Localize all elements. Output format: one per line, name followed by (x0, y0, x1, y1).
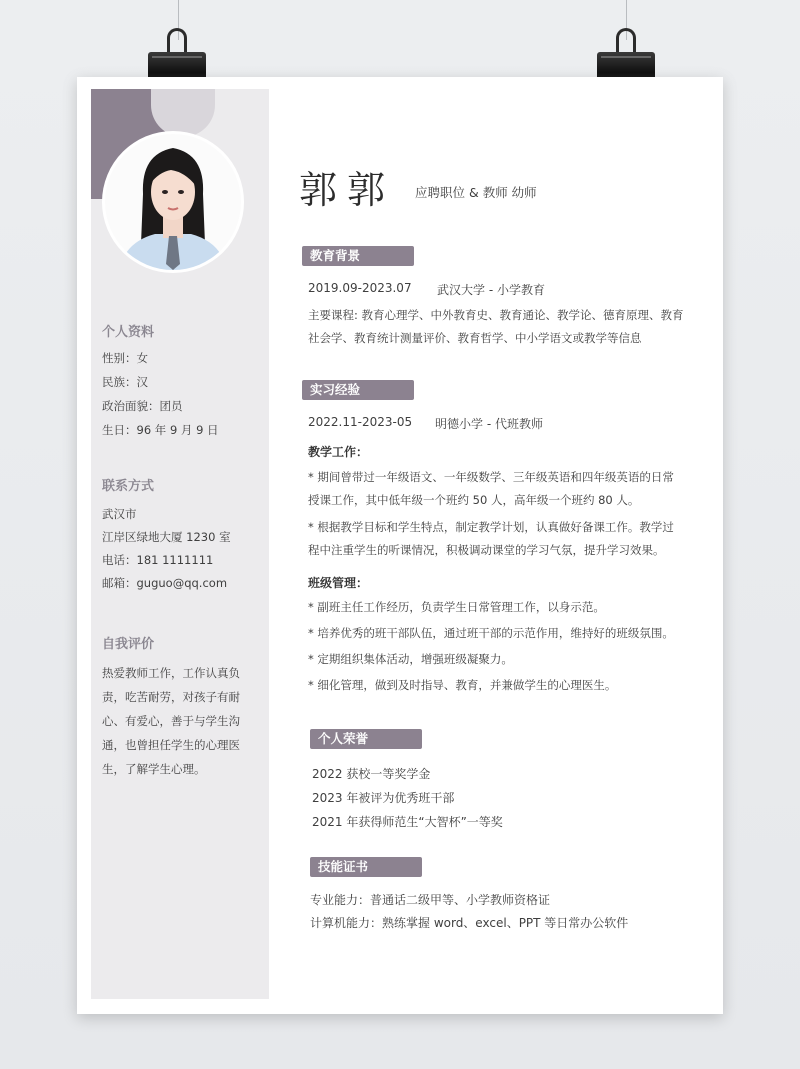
teaching-heading: 教学工作： (308, 445, 369, 459)
internship-period: 2022.11-2023-05 (308, 415, 413, 429)
education-title: 教育背景 (302, 246, 414, 266)
honors-title: 个人荣誉 (310, 729, 422, 749)
class-mgmt-heading: 班级管理： (308, 576, 369, 590)
honor-item: 2022 获校一等奖学金 (312, 767, 431, 781)
city-text: 武汉市 (102, 507, 137, 521)
phone-text: 电话：181 1111111 (102, 553, 214, 567)
skill-item: 专业能力：普通话二级甲等、小学教师资格证 (310, 893, 551, 907)
class-mgmt-item: * 副班主任工作经历，负责学生日常管理工作，以身示范。 (308, 600, 605, 614)
education-courses: 主要课程: 教育心理学、中外教育史、教育通论、教学论、德育原理、教育社会学、教育统计测量评价、教育哲学、中小学语文或教学等信息 (308, 308, 684, 345)
honor-item: 2023 年被评为优秀班干部 (312, 791, 455, 805)
avatar (105, 134, 241, 270)
resume-paper (77, 77, 723, 1014)
position-text: 应聘职位 & 教师 幼师 (415, 185, 537, 200)
sidebar (91, 89, 269, 999)
class-mgmt-item: * 定期组织集体活动，增强班级凝聚力。 (308, 652, 513, 666)
email-text: 邮箱：guguo@qq.com (102, 576, 228, 590)
skill-item: 计算机能力：熟练掌握 word、excel、PPT 等日常办公软件 (310, 916, 629, 930)
self-eval-heading: 自我评价 (102, 637, 155, 652)
education-school: 武汉大学 - 小学教育 (437, 283, 545, 297)
honor-item: 2021 年获得师范生“大智杯”一等奖 (312, 815, 503, 829)
personal-info-heading: 个人资料 (102, 325, 155, 340)
teaching-item-2: * 根据教学目标和学生特点，制定教学计划，认真做好备课工作。教学过程中注重学生的听课情况，积极调动课堂的学习气氛，提升学习效果。 (308, 520, 674, 557)
self-eval-text: 热爱教师工作，工作认真负责，吃苦耐劳，对孩子有耐心、有爱心，善于与学生沟通，也曾担任学生的心理医生，了解学生心理。 (102, 666, 240, 776)
birthday-text: 生日：96 年 9 月 9 日 (102, 423, 219, 437)
gender-text: 性别：女 (102, 351, 148, 365)
skills-title: 技能证书 (310, 857, 422, 877)
internship-title: 实习经验 (302, 380, 414, 400)
class-mgmt-item: * 细化管理，做到及时指导、教育，并兼做学生的心理医生。 (308, 678, 617, 692)
class-mgmt-item: * 培养优秀的班干部队伍，通过班干部的示范作用，维持好的班级氛围。 (308, 626, 674, 640)
education-period: 2019.09-2023.07 (308, 281, 412, 295)
candidate-name: 郭郭 (299, 168, 396, 212)
contact-heading: 联系方式 (102, 479, 155, 494)
politics-text: 政治面貌：团员 (102, 399, 183, 413)
internship-org: 明德小学 - 代班教师 (435, 417, 543, 431)
address-text: 江岸区绿地大厦 1230 室 (102, 530, 231, 544)
ethnicity-text: 民族：汉 (102, 375, 148, 389)
teaching-item-1: * 期间曾带过一年级语文、一年级数学、三年级英语和四年级英语的日常授课工作，其中低年级一个班约 50 人，高年级一个班约 80 人。 (308, 470, 674, 507)
